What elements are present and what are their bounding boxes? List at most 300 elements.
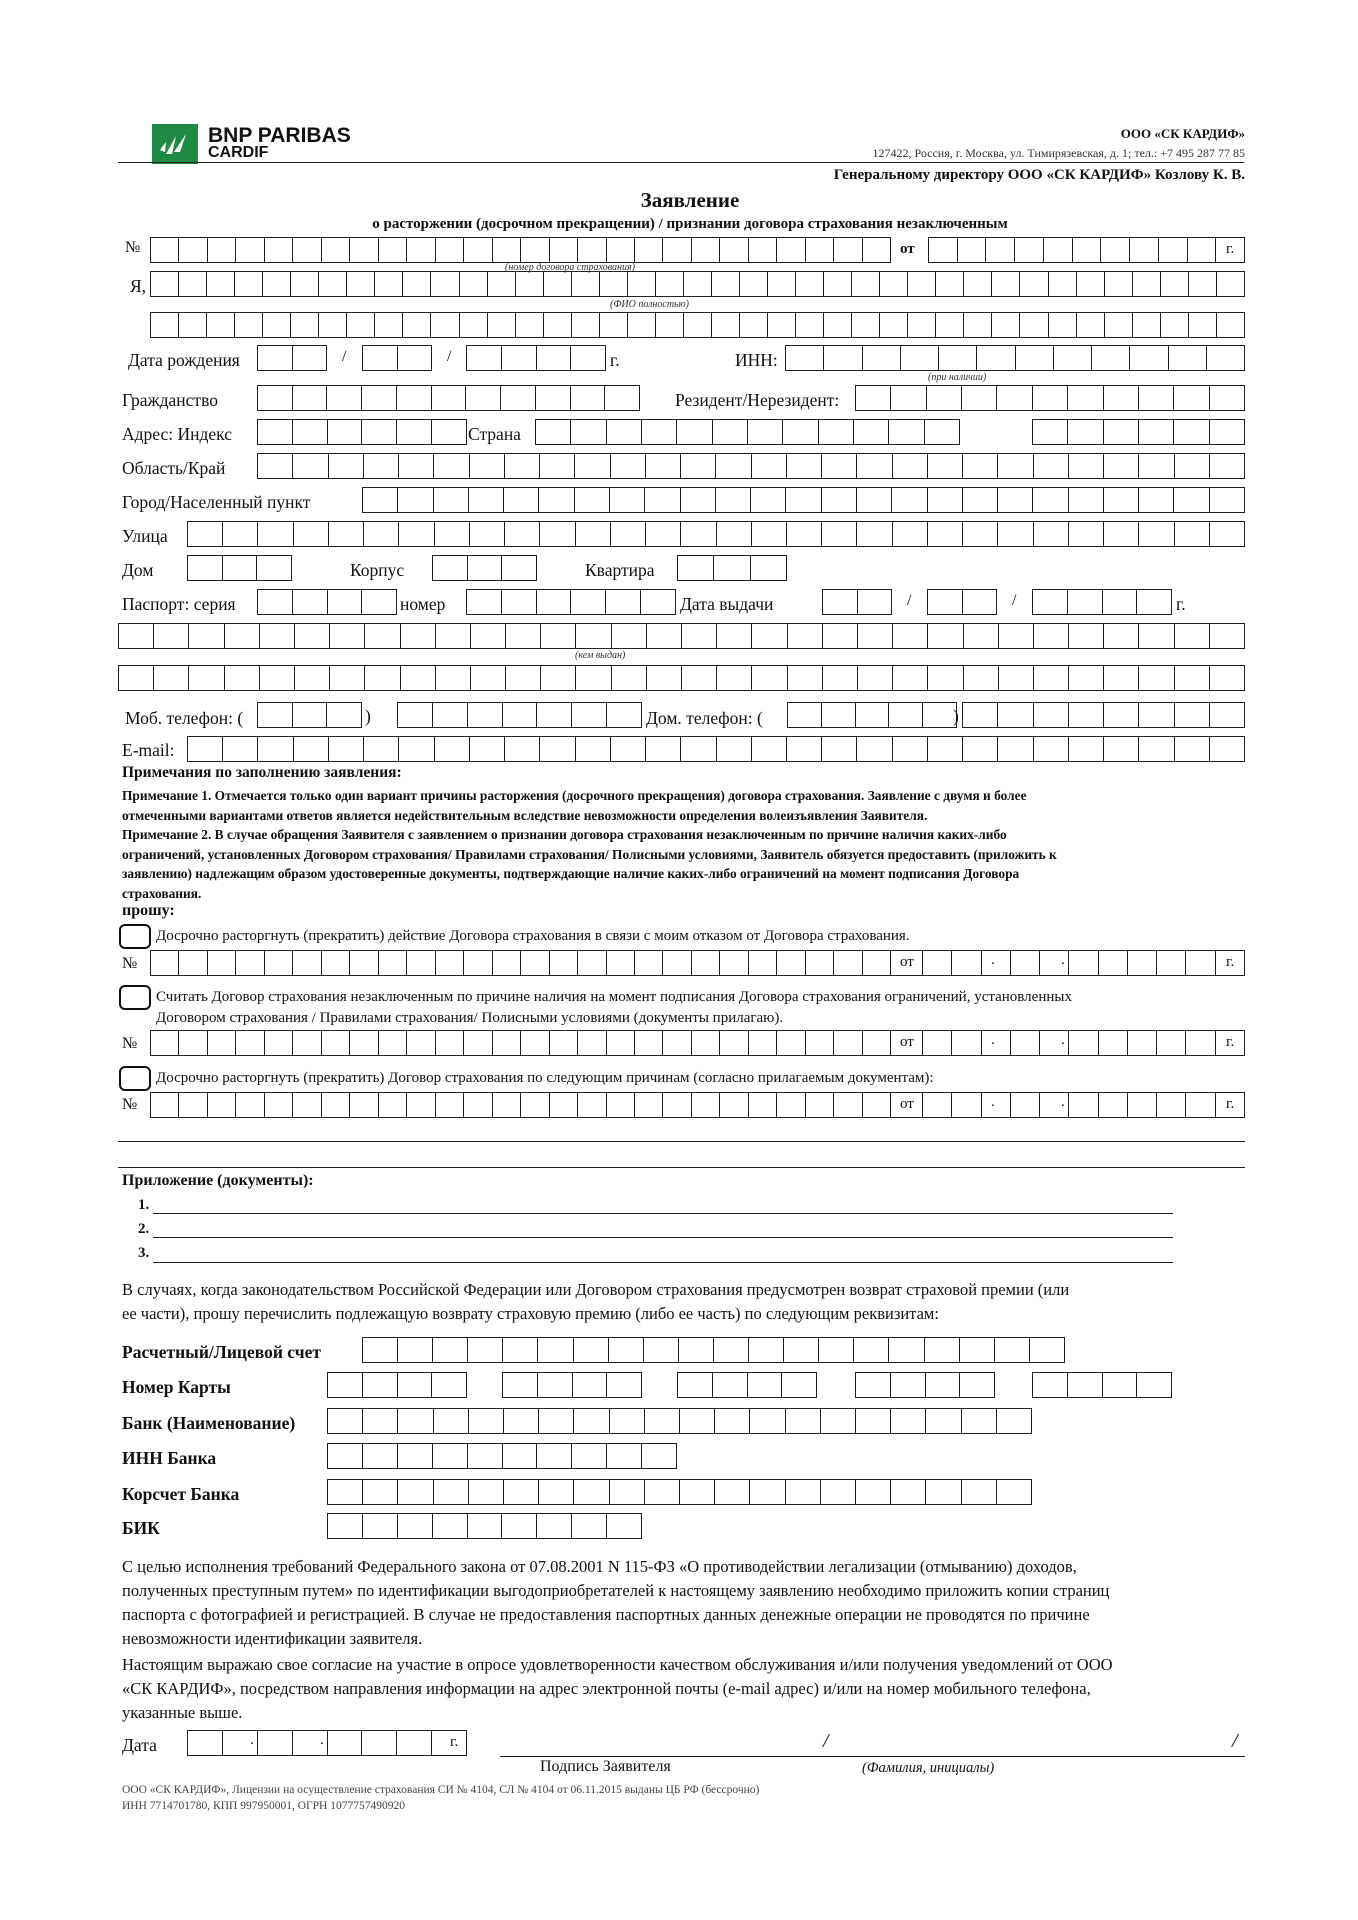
input-cell[interactable] [521, 1030, 549, 1056]
input-cell[interactable] [189, 623, 224, 649]
input-cell[interactable] [982, 1030, 1011, 1056]
input-cell[interactable] [207, 312, 235, 338]
input-cell[interactable] [347, 312, 375, 338]
input-cell[interactable] [1157, 950, 1186, 976]
input-cell[interactable] [257, 385, 293, 411]
input-cell[interactable] [187, 555, 223, 581]
input-cell[interactable] [607, 702, 642, 728]
attachment-line[interactable] [153, 1237, 1173, 1238]
input-cell[interactable] [433, 1513, 468, 1539]
input-cell[interactable] [350, 1092, 378, 1118]
input-cell[interactable] [187, 1730, 223, 1756]
input-cell[interactable] [327, 702, 362, 728]
issue-month-field[interactable] [927, 589, 997, 615]
input-cell[interactable] [720, 237, 748, 263]
input-cell[interactable] [824, 271, 852, 297]
input-cell[interactable] [1030, 1337, 1065, 1363]
input-cell[interactable] [179, 271, 207, 297]
input-cell[interactable] [470, 736, 505, 762]
input-cell[interactable] [1040, 1092, 1069, 1118]
input-cell[interactable] [612, 665, 647, 691]
street-field[interactable] [187, 521, 1245, 547]
input-cell[interactable] [963, 521, 998, 547]
input-cell[interactable] [433, 702, 468, 728]
input-cell[interactable] [208, 1092, 236, 1118]
input-cell[interactable] [806, 950, 834, 976]
input-cell[interactable] [362, 419, 397, 445]
input-cell[interactable] [806, 1092, 834, 1118]
input-cell[interactable] [777, 950, 805, 976]
input-cell[interactable] [963, 487, 998, 513]
input-cell[interactable] [713, 419, 748, 445]
input-cell[interactable] [822, 487, 857, 513]
input-cell[interactable] [578, 1092, 606, 1118]
input-cell[interactable] [1207, 345, 1245, 371]
input-cell[interactable] [998, 521, 1033, 547]
input-cell[interactable] [502, 555, 537, 581]
input-cell[interactable] [572, 312, 600, 338]
input-cell[interactable] [786, 1408, 821, 1434]
input-cell[interactable] [265, 1092, 293, 1118]
input-cell[interactable] [150, 1030, 179, 1056]
input-cell[interactable] [362, 1730, 397, 1756]
input-cell[interactable] [999, 623, 1034, 649]
input-cell[interactable] [363, 1479, 398, 1505]
input-cell[interactable] [208, 237, 236, 263]
input-cell[interactable] [977, 345, 1015, 371]
input-cell[interactable] [997, 1408, 1032, 1434]
input-cell[interactable] [150, 271, 179, 297]
input-cell[interactable] [682, 623, 717, 649]
input-cell[interactable] [1175, 665, 1210, 691]
input-cell[interactable] [362, 589, 397, 615]
input-cell[interactable] [964, 623, 999, 649]
input-cell[interactable] [926, 1479, 961, 1505]
input-cell[interactable] [647, 665, 682, 691]
input-cell[interactable] [363, 1408, 398, 1434]
input-cell[interactable] [327, 1372, 363, 1398]
input-cell[interactable] [1104, 736, 1139, 762]
input-cell[interactable] [1161, 271, 1189, 297]
input-cell[interactable] [1099, 1092, 1128, 1118]
input-cell[interactable] [260, 665, 295, 691]
input-cell[interactable] [936, 271, 964, 297]
input-cell[interactable] [787, 521, 822, 547]
input-cell[interactable] [550, 1030, 578, 1056]
input-cell[interactable] [927, 385, 962, 411]
input-cell[interactable] [1068, 1372, 1103, 1398]
input-cell[interactable] [516, 271, 544, 297]
input-cell[interactable] [785, 345, 824, 371]
input-cell[interactable] [260, 623, 295, 649]
input-cell[interactable] [1068, 419, 1103, 445]
input-cell[interactable] [1186, 1030, 1215, 1056]
input-cell[interactable] [225, 665, 260, 691]
input-cell[interactable] [550, 237, 578, 263]
input-cell[interactable] [257, 419, 293, 445]
input-cell[interactable] [431, 271, 459, 297]
input-cell[interactable] [834, 950, 862, 976]
input-cell[interactable] [749, 237, 777, 263]
input-cell[interactable] [749, 1337, 784, 1363]
input-cell[interactable] [787, 453, 822, 479]
input-cell[interactable] [889, 419, 924, 445]
input-cell[interactable] [364, 453, 399, 479]
input-cell[interactable] [365, 665, 400, 691]
issued-by-field-1[interactable] [118, 623, 1245, 649]
input-cell[interactable] [293, 702, 328, 728]
input-cell[interactable] [611, 736, 646, 762]
input-cell[interactable] [208, 950, 236, 976]
card-group-4[interactable] [855, 1372, 995, 1398]
input-cell[interactable] [998, 487, 1033, 513]
option2-date-field[interactable] [891, 1030, 1245, 1056]
input-cell[interactable] [992, 271, 1020, 297]
input-cell[interactable] [607, 237, 635, 263]
input-cell[interactable] [327, 1443, 363, 1469]
input-cell[interactable] [893, 665, 928, 691]
input-cell[interactable] [293, 237, 321, 263]
input-cell[interactable] [997, 385, 1032, 411]
input-cell[interactable] [684, 312, 712, 338]
input-cell[interactable] [889, 702, 923, 728]
input-cell[interactable] [1133, 271, 1161, 297]
input-cell[interactable] [960, 1372, 995, 1398]
input-cell[interactable] [928, 736, 963, 762]
input-cell[interactable] [257, 589, 293, 615]
input-cell[interactable] [493, 1030, 521, 1056]
input-cell[interactable] [1069, 487, 1104, 513]
input-cell[interactable] [379, 950, 407, 976]
input-cell[interactable] [982, 1092, 1011, 1118]
input-cell[interactable] [952, 950, 981, 976]
input-cell[interactable] [740, 312, 768, 338]
input-cell[interactable] [1210, 665, 1245, 691]
input-cell[interactable] [750, 1479, 785, 1505]
option3-contract-field[interactable] [150, 1092, 891, 1118]
input-cell[interactable] [712, 312, 740, 338]
input-cell[interactable] [635, 237, 663, 263]
input-cell[interactable] [398, 1479, 433, 1505]
input-cell[interactable] [434, 1479, 469, 1505]
input-cell[interactable] [962, 385, 997, 411]
input-cell[interactable] [609, 1337, 644, 1363]
input-cell[interactable] [748, 419, 783, 445]
input-cell[interactable] [854, 419, 889, 445]
input-cell[interactable] [1069, 702, 1104, 728]
input-cell[interactable] [635, 1030, 663, 1056]
input-cell[interactable] [768, 312, 796, 338]
input-cell[interactable] [1161, 312, 1189, 338]
input-cell[interactable] [962, 1479, 997, 1505]
input-cell[interactable] [179, 950, 207, 976]
input-cell[interactable] [997, 1479, 1032, 1505]
input-cell[interactable] [207, 271, 235, 297]
input-cell[interactable] [328, 1730, 363, 1756]
option1-contract-field[interactable] [150, 950, 891, 976]
input-cell[interactable] [506, 623, 541, 649]
input-cell[interactable] [677, 555, 714, 581]
postal-index-field[interactable] [257, 419, 467, 445]
input-cell[interactable] [992, 312, 1020, 338]
input-cell[interactable] [891, 1479, 926, 1505]
input-cell[interactable] [265, 1030, 293, 1056]
input-cell[interactable] [468, 555, 503, 581]
input-cell[interactable] [928, 237, 958, 263]
input-cell[interactable] [488, 312, 516, 338]
input-cell[interactable] [782, 1372, 817, 1398]
input-cell[interactable] [998, 453, 1033, 479]
input-cell[interactable] [291, 312, 319, 338]
input-cell[interactable] [962, 702, 998, 728]
input-cell[interactable] [1104, 623, 1139, 649]
input-cell[interactable] [680, 1408, 715, 1434]
input-cell[interactable] [179, 1030, 207, 1056]
input-cell[interactable] [822, 453, 857, 479]
input-cell[interactable] [857, 487, 892, 513]
option1-checkbox[interactable] [119, 924, 151, 949]
input-cell[interactable] [538, 1372, 573, 1398]
input-cell[interactable] [150, 1092, 179, 1118]
option3-checkbox[interactable] [119, 1066, 151, 1091]
input-cell[interactable] [433, 1443, 468, 1469]
input-cell[interactable] [364, 521, 399, 547]
input-cell[interactable] [863, 237, 891, 263]
input-cell[interactable] [295, 665, 330, 691]
input-cell[interactable] [432, 555, 468, 581]
input-cell[interactable] [752, 736, 787, 762]
input-cell[interactable] [362, 345, 398, 371]
input-cell[interactable] [925, 419, 960, 445]
input-cell[interactable] [986, 237, 1015, 263]
input-cell[interactable] [752, 453, 787, 479]
input-cell[interactable] [1210, 736, 1245, 762]
input-cell[interactable] [752, 665, 787, 691]
input-cell[interactable] [1099, 950, 1128, 976]
input-cell[interactable] [834, 237, 862, 263]
input-cell[interactable] [504, 487, 539, 513]
input-cell[interactable] [327, 1513, 363, 1539]
input-cell[interactable] [403, 312, 431, 338]
input-cell[interactable] [824, 345, 862, 371]
input-cell[interactable] [834, 1092, 862, 1118]
input-cell[interactable] [398, 1408, 433, 1434]
input-cell[interactable] [960, 1337, 995, 1363]
input-cell[interactable] [1137, 1372, 1172, 1398]
input-cell[interactable] [294, 736, 329, 762]
input-cell[interactable] [328, 589, 363, 615]
input-cell[interactable] [854, 1337, 889, 1363]
input-cell[interactable] [1169, 345, 1207, 371]
input-cell[interactable] [716, 487, 751, 513]
input-cell[interactable] [893, 521, 928, 547]
input-cell[interactable] [1015, 237, 1044, 263]
input-cell[interactable] [293, 345, 328, 371]
input-cell[interactable] [926, 1372, 961, 1398]
input-cell[interactable] [750, 1408, 785, 1434]
input-cell[interactable] [550, 1092, 578, 1118]
input-cell[interactable] [505, 453, 540, 479]
input-cell[interactable] [717, 521, 752, 547]
input-cell[interactable] [540, 521, 575, 547]
input-cell[interactable] [521, 1092, 549, 1118]
input-cell[interactable] [537, 345, 572, 371]
input-cell[interactable] [1069, 950, 1098, 976]
issued-by-field-2[interactable] [118, 665, 1245, 691]
input-cell[interactable] [682, 665, 717, 691]
input-cell[interactable] [468, 702, 503, 728]
input-cell[interactable] [179, 237, 207, 263]
input-cell[interactable] [644, 1337, 679, 1363]
input-cell[interactable] [293, 385, 328, 411]
input-cell[interactable] [225, 623, 260, 649]
input-cell[interactable] [1217, 271, 1245, 297]
input-cell[interactable] [435, 736, 470, 762]
input-cell[interactable] [788, 665, 823, 691]
input-cell[interactable] [908, 271, 936, 297]
input-cell[interactable] [223, 555, 258, 581]
input-cell[interactable] [1188, 237, 1217, 263]
input-cell[interactable] [398, 1337, 433, 1363]
input-cell[interactable] [154, 623, 189, 649]
input-cell[interactable] [179, 312, 207, 338]
input-cell[interactable] [154, 665, 189, 691]
home-code-field[interactable] [787, 702, 957, 728]
input-cell[interactable] [963, 589, 998, 615]
input-cell[interactable] [889, 1337, 924, 1363]
input-cell[interactable] [433, 1337, 468, 1363]
input-cell[interactable] [364, 736, 399, 762]
input-cell[interactable] [824, 312, 852, 338]
input-cell[interactable] [806, 1030, 834, 1056]
input-cell[interactable] [375, 271, 403, 297]
input-cell[interactable] [692, 950, 720, 976]
input-cell[interactable] [322, 237, 350, 263]
input-cell[interactable] [1104, 419, 1139, 445]
input-cell[interactable] [471, 665, 506, 691]
input-cell[interactable] [407, 950, 435, 976]
input-cell[interactable] [1092, 345, 1130, 371]
input-cell[interactable] [578, 950, 606, 976]
input-cell[interactable] [1139, 521, 1174, 547]
fio-field-2[interactable] [150, 312, 1245, 338]
input-cell[interactable] [1034, 702, 1069, 728]
input-cell[interactable] [1068, 385, 1103, 411]
input-cell[interactable] [858, 589, 893, 615]
input-cell[interactable] [258, 1730, 293, 1756]
input-cell[interactable] [1069, 1030, 1098, 1056]
input-cell[interactable] [806, 237, 834, 263]
input-cell[interactable] [1101, 237, 1130, 263]
input-cell[interactable] [319, 312, 347, 338]
input-cell[interactable] [397, 419, 432, 445]
input-cell[interactable] [1020, 271, 1048, 297]
input-cell[interactable] [571, 419, 606, 445]
input-cell[interactable] [1139, 419, 1174, 445]
input-cell[interactable] [856, 1479, 891, 1505]
input-cell[interactable] [607, 1092, 635, 1118]
region-field[interactable] [257, 453, 1245, 479]
input-cell[interactable] [1040, 950, 1069, 976]
input-cell[interactable] [362, 385, 397, 411]
input-cell[interactable] [928, 623, 963, 649]
input-cell[interactable] [263, 271, 291, 297]
input-cell[interactable] [645, 487, 680, 513]
input-cell[interactable] [856, 702, 890, 728]
input-cell[interactable] [365, 623, 400, 649]
input-cell[interactable] [681, 487, 716, 513]
input-cell[interactable] [677, 419, 712, 445]
input-cell[interactable] [1069, 665, 1104, 691]
input-cell[interactable] [471, 623, 506, 649]
mobile-number-field[interactable] [397, 702, 642, 728]
input-cell[interactable] [923, 950, 952, 976]
input-cell[interactable] [575, 453, 610, 479]
input-cell[interactable] [503, 1337, 538, 1363]
input-cell[interactable] [679, 1337, 714, 1363]
input-cell[interactable] [962, 1408, 997, 1434]
input-cell[interactable] [852, 312, 880, 338]
input-cell[interactable] [1105, 312, 1133, 338]
input-cell[interactable] [786, 487, 821, 513]
input-cell[interactable] [605, 385, 640, 411]
input-cell[interactable] [398, 1372, 433, 1398]
input-cell[interactable] [541, 623, 576, 649]
input-cell[interactable] [749, 1030, 777, 1056]
input-cell[interactable] [1049, 312, 1077, 338]
inn-field[interactable] [785, 345, 1245, 371]
input-cell[interactable] [466, 385, 501, 411]
input-cell[interactable] [751, 487, 786, 513]
input-cell[interactable] [1189, 271, 1217, 297]
input-cell[interactable] [118, 623, 154, 649]
input-cell[interactable] [1032, 1372, 1068, 1398]
input-cell[interactable] [362, 487, 398, 513]
input-cell[interactable] [863, 345, 901, 371]
input-cell[interactable] [1034, 453, 1069, 479]
input-cell[interactable] [963, 453, 998, 479]
input-cell[interactable] [1217, 312, 1245, 338]
input-cell[interactable] [432, 1372, 467, 1398]
input-cell[interactable] [399, 453, 434, 479]
input-cell[interactable] [537, 1443, 572, 1469]
input-cell[interactable] [796, 312, 824, 338]
input-cell[interactable] [502, 1513, 537, 1539]
input-cell[interactable] [656, 271, 684, 297]
input-cell[interactable] [1186, 950, 1215, 976]
input-cell[interactable] [1032, 589, 1068, 615]
input-cell[interactable] [574, 1408, 609, 1434]
input-cell[interactable] [1189, 312, 1217, 338]
country-field[interactable] [535, 419, 960, 445]
input-cell[interactable] [858, 623, 893, 649]
input-cell[interactable] [464, 1030, 492, 1056]
input-cell[interactable] [436, 623, 471, 649]
input-cell[interactable] [752, 521, 787, 547]
input-cell[interactable] [1186, 1092, 1215, 1118]
input-cell[interactable] [628, 271, 656, 297]
input-cell[interactable] [363, 1443, 398, 1469]
input-cell[interactable] [322, 1092, 350, 1118]
input-cell[interactable] [327, 1479, 363, 1505]
input-cell[interactable] [822, 702, 856, 728]
input-cell[interactable] [504, 1408, 539, 1434]
input-cell[interactable] [855, 1372, 891, 1398]
input-cell[interactable] [434, 487, 469, 513]
input-cell[interactable] [1040, 1030, 1069, 1056]
input-cell[interactable] [834, 1030, 862, 1056]
contract-number-field[interactable] [150, 237, 891, 263]
